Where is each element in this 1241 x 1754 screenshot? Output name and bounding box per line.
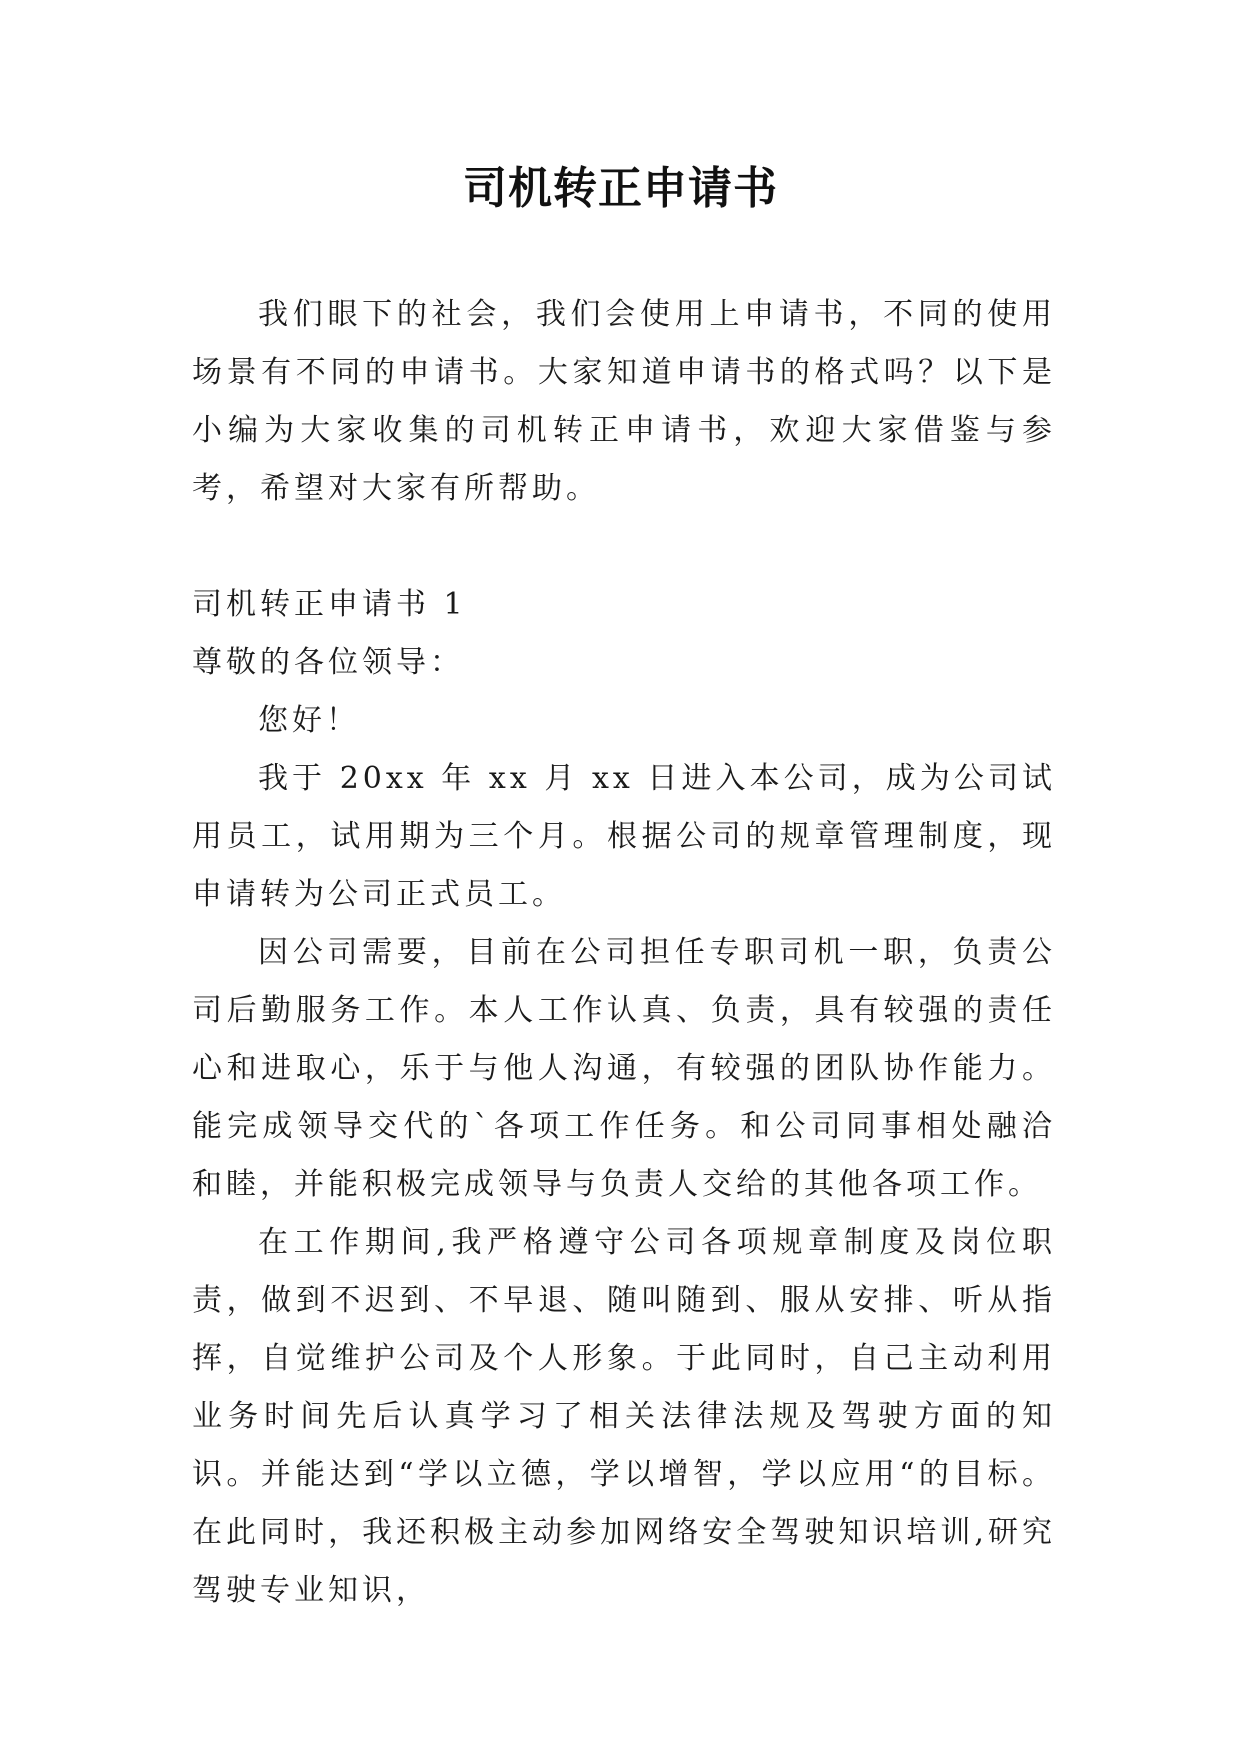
intro-paragraph: 我们眼下的社会，我们会使用上申请书，不同的使用场景有不同的申请书。大家知道申请书的格式吗？以下是小编为大家收集的司机转正申请书，欢迎大家借鉴与参考，希望对大家有所帮助。 (192, 297, 1056, 506)
document-body (192, 286, 1056, 1620)
body-paragraph-3: 在工作期间,我严格遵守公司各项规章制度及岗位职责，做到不迟到、不早退、随叫随到、服从安排、听从指挥，自觉维护公司及个人形象。于此同时，自己主动利用业务时间先后认真学习了相关法律法规及驾驶方面的知识。并能达到“学以立德，学以增智，学以应用“的目标。在此同时，我还积极主动参加网络安全驾驶知识培训,研究驾驶专业知识， (192, 1225, 1056, 1608)
document-title: 司机转正申请书 (463, 163, 778, 214)
greeting: 您好！ (258, 703, 360, 738)
salutation: 尊敬的各位领导： (192, 645, 464, 680)
body-paragraph-1: 我于 20xx 年 xx 月 xx 日进入本公司，成为公司试用员工，试用期为三个月。根据公司的规章管理制度，现申请转为公司正式员工。 (192, 761, 1056, 912)
body-paragraph-2: 因公司需要，目前在公司担任专职司机一职，负责公司后勤服务工作。本人工作认真、负责，具有较强的责任心和进取心，乐于与他人沟通，有较强的团队协作能力。能完成领导交代的`各项工作任务。和公司同事相处融洽和睦，并能积极完成领导与负责人交给的其他各项工作。 (192, 935, 1056, 1202)
paragraph-spacer (192, 518, 1056, 576)
section-heading: 司机转正申请书 1 (192, 587, 467, 622)
